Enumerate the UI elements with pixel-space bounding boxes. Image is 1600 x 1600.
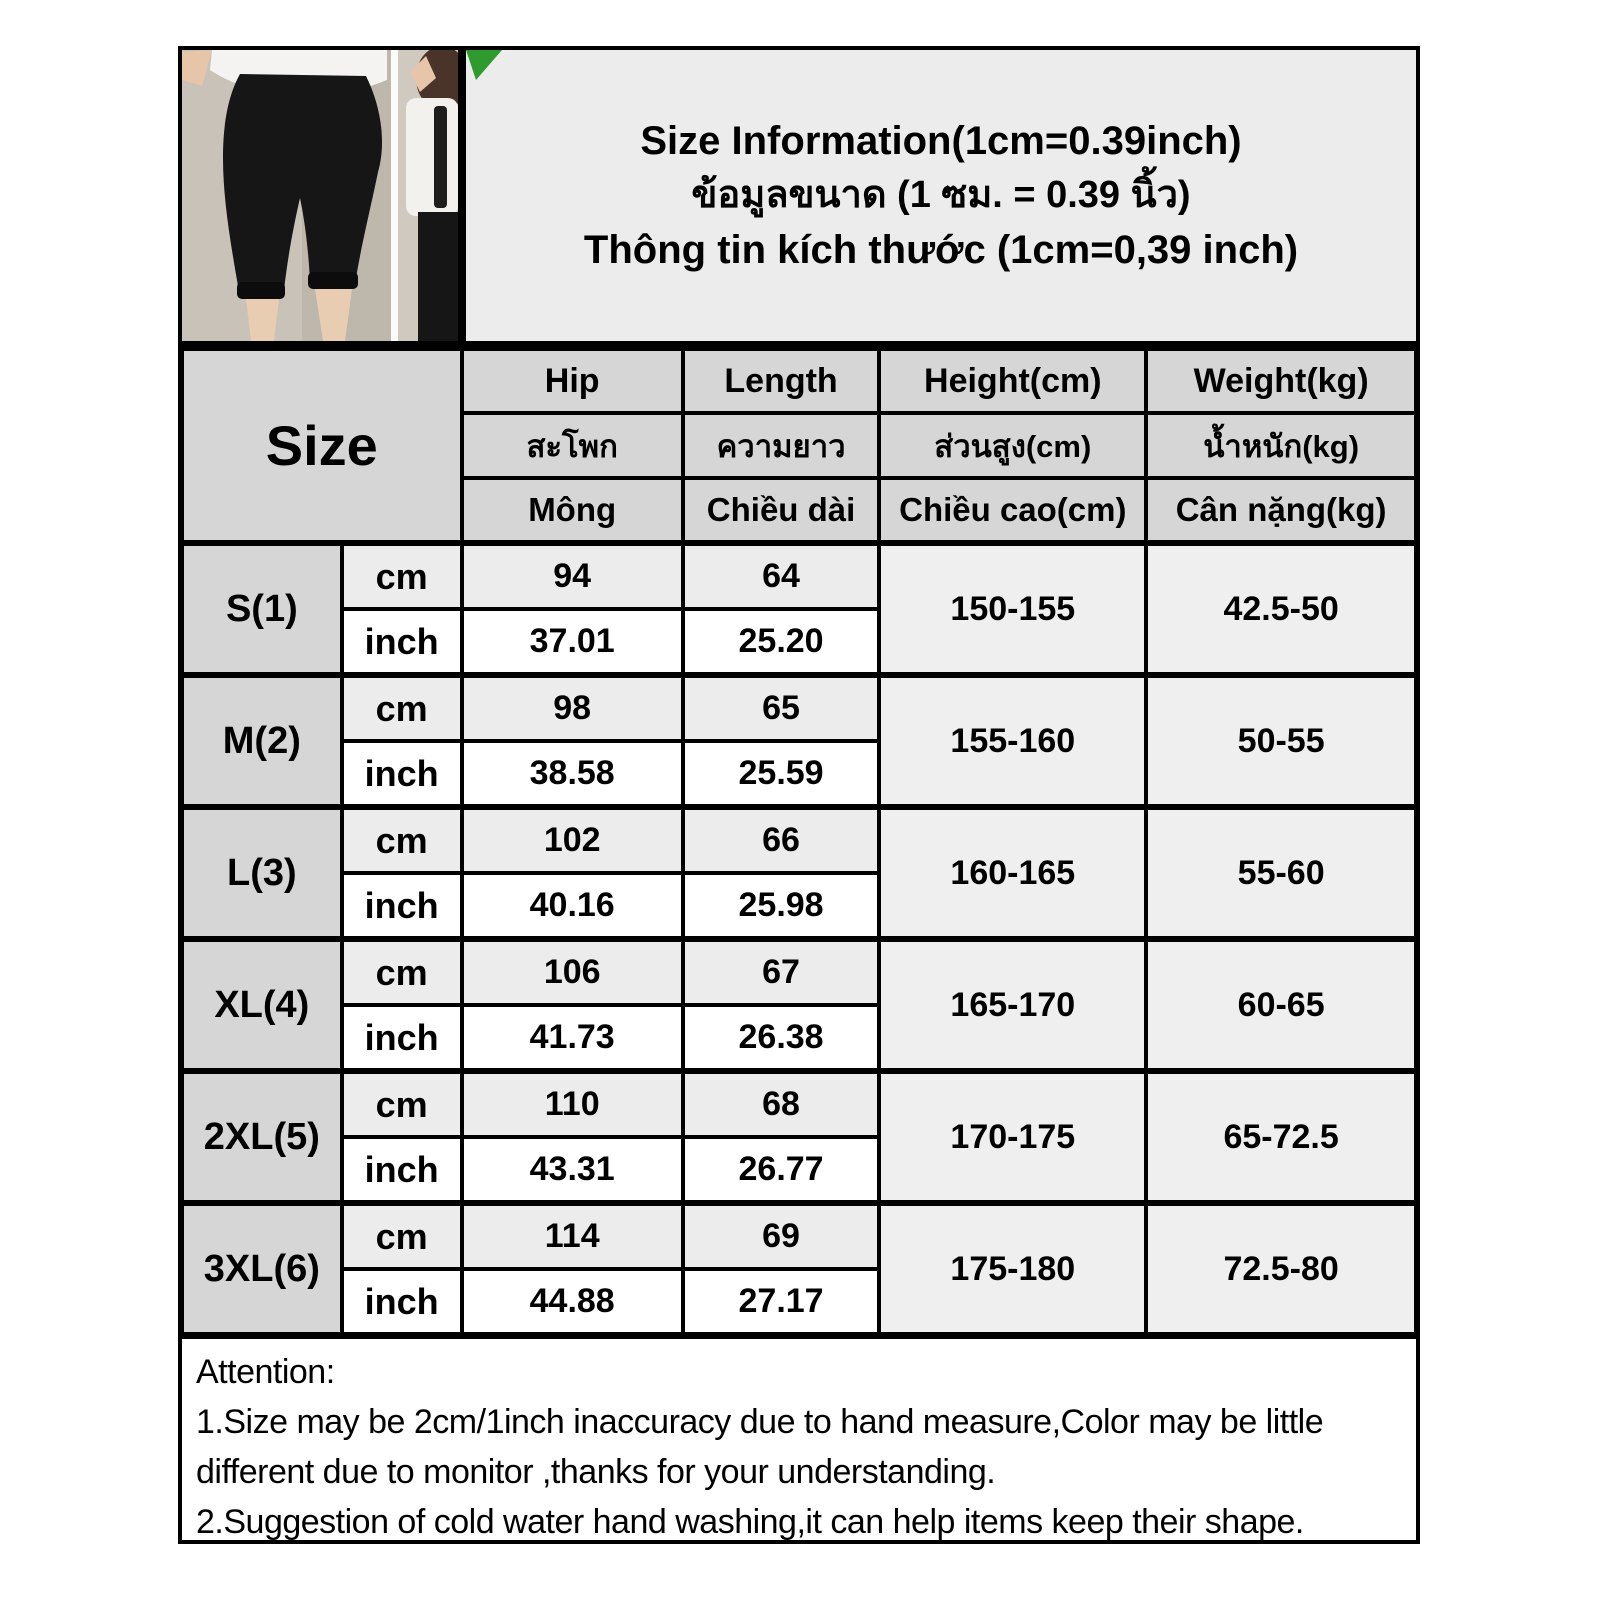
- attention-note-1: 1.Size may be 2cm/1inch inaccuracy due to hand measure,Color may be little different due to monitor ,thanks for your understanding.: [196, 1403, 1324, 1491]
- header-weight-vi: Cân nặng(kg): [1146, 478, 1417, 543]
- product-photo: [178, 46, 462, 345]
- length-cm-value: 65: [683, 675, 880, 741]
- title-thai: ข้อมูลขนาด (1 ซม. = 0.39 นิ้ว): [691, 173, 1191, 216]
- weight-range: 50-55: [1146, 675, 1417, 807]
- unit-label: inch: [342, 1269, 462, 1335]
- length-inch-value: 26.38: [683, 1005, 880, 1071]
- header-size: Size: [181, 348, 462, 543]
- header-length-en: Length: [683, 348, 880, 413]
- row-label: M(2): [181, 675, 342, 807]
- height-range: 155-160: [879, 675, 1146, 807]
- header-weight-en: Weight(kg): [1146, 348, 1417, 413]
- attention-heading: Attention:: [196, 1353, 335, 1391]
- title-english: Size Information(1cm=0.39inch): [640, 118, 1242, 163]
- title-vietnamese: Thông tin kích thước (1cm=0,39 inch): [583, 228, 1299, 273]
- hip-inch-value: 37.01: [462, 609, 683, 675]
- title-panel: [462, 46, 1420, 345]
- row-label: 2XL(5): [181, 1071, 342, 1203]
- header-length-vi: Chiều dài: [683, 478, 880, 543]
- length-inch-value: 25.59: [683, 741, 880, 807]
- length-cm-value: 69: [683, 1203, 880, 1269]
- unit-label: inch: [342, 1137, 462, 1203]
- height-range: 160-165: [879, 807, 1146, 939]
- header-height-en: Height(cm): [879, 348, 1146, 413]
- hip-inch-value: 38.58: [462, 741, 683, 807]
- length-cm-value: 64: [683, 543, 880, 609]
- height-range: 175-180: [879, 1203, 1146, 1335]
- weight-range: 65-72.5: [1146, 1071, 1417, 1203]
- attention-note-2: 2.Suggestion of cold water hand washing,it can help items keep their shape.: [196, 1503, 1304, 1541]
- height-range: 170-175: [879, 1071, 1146, 1203]
- unit-label: cm: [342, 543, 462, 609]
- length-inch-value: 26.77: [683, 1137, 880, 1203]
- length-inch-value: 27.17: [683, 1269, 880, 1335]
- weight-range: 72.5-80: [1146, 1203, 1417, 1335]
- hip-inch-value: 40.16: [462, 873, 683, 939]
- unit-label: cm: [342, 1071, 462, 1137]
- weight-range: 55-60: [1146, 807, 1417, 939]
- header-height-vi: Chiều cao(cm): [879, 478, 1146, 543]
- hip-cm-value: 94: [462, 543, 683, 609]
- size-table: [178, 345, 1420, 1338]
- height-range: 165-170: [879, 939, 1146, 1071]
- length-cm-value: 68: [683, 1071, 880, 1137]
- unit-label: inch: [342, 609, 462, 675]
- header-hip-en: Hip: [462, 348, 683, 413]
- hip-inch-value: 44.88: [462, 1269, 683, 1335]
- attention-box: [178, 1335, 1420, 1544]
- unit-label: cm: [342, 807, 462, 873]
- length-inch-value: 25.20: [683, 609, 880, 675]
- row-label: XL(4): [181, 939, 342, 1071]
- hip-cm-value: 114: [462, 1203, 683, 1269]
- unit-label: cm: [342, 939, 462, 1005]
- row-label: S(1): [181, 543, 342, 675]
- length-cm-value: 67: [683, 939, 880, 1005]
- height-range: 150-155: [879, 543, 1146, 675]
- hip-cm-value: 106: [462, 939, 683, 1005]
- length-cm-value: 66: [683, 807, 880, 873]
- hip-cm-value: 110: [462, 1071, 683, 1137]
- row-label: L(3): [181, 807, 342, 939]
- unit-label: inch: [342, 873, 462, 939]
- row-label: 3XL(6): [181, 1203, 342, 1335]
- hip-cm-value: 102: [462, 807, 683, 873]
- green-corner-icon: [466, 50, 502, 82]
- product-photo-illustration: [182, 50, 458, 341]
- unit-label: inch: [342, 741, 462, 807]
- unit-label: cm: [342, 1203, 462, 1269]
- header-height-th: ส่วนสูง(cm): [879, 413, 1146, 478]
- header-hip-th: สะโพก: [462, 413, 683, 478]
- header-weight-th: น้ำหนัก(kg): [1146, 413, 1417, 478]
- hip-inch-value: 43.31: [462, 1137, 683, 1203]
- weight-range: 60-65: [1146, 939, 1417, 1071]
- header-hip-vi: Mông: [462, 478, 683, 543]
- hip-inch-value: 41.73: [462, 1005, 683, 1071]
- unit-label: inch: [342, 1005, 462, 1071]
- weight-range: 42.5-50: [1146, 543, 1417, 675]
- header-length-th: ความยาว: [683, 413, 880, 478]
- unit-label: cm: [342, 675, 462, 741]
- length-inch-value: 25.98: [683, 873, 880, 939]
- hip-cm-value: 98: [462, 675, 683, 741]
